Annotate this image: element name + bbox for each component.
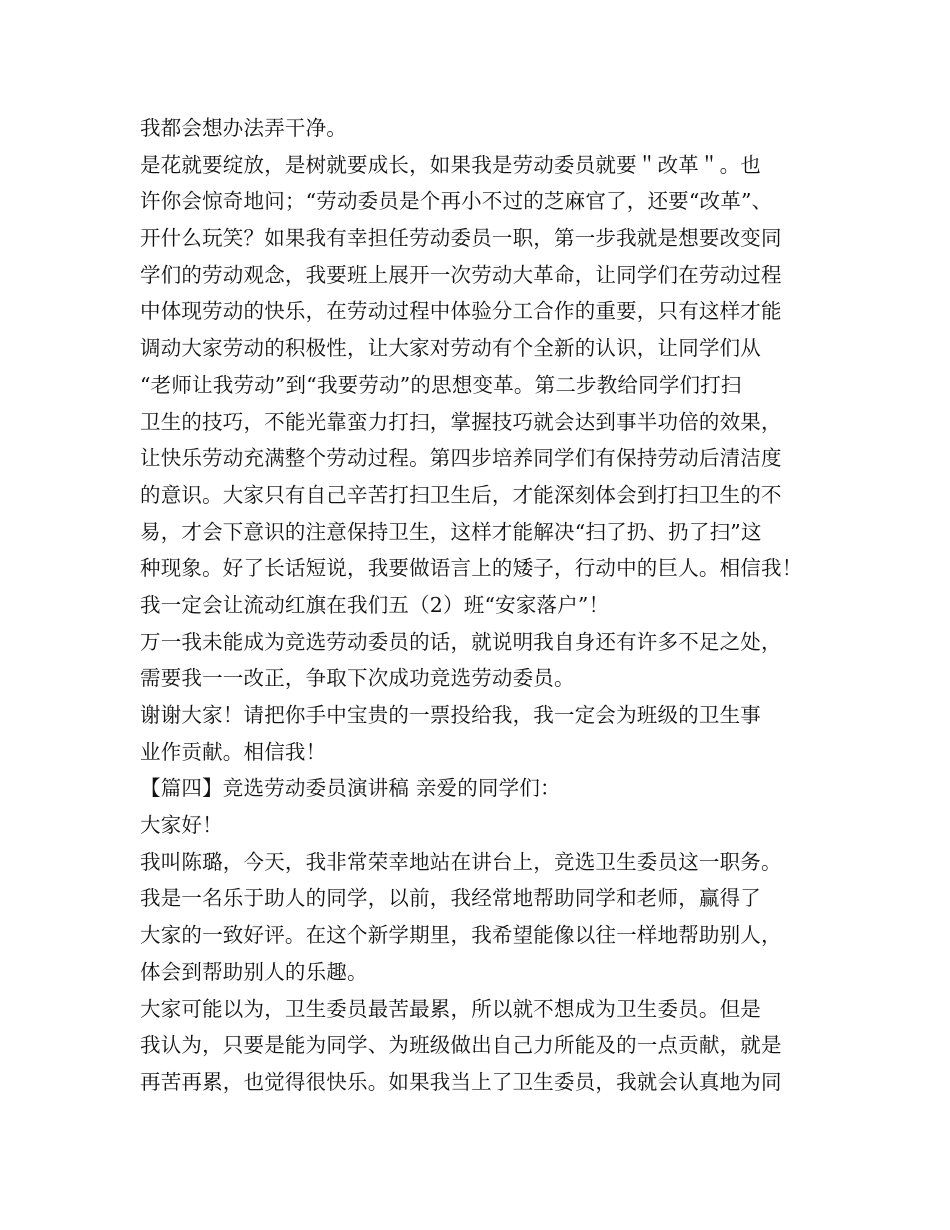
text-line: 谢谢大家！请把你手中宝贵的一票投给我，我一定会为班级的卫生事 bbox=[140, 703, 761, 727]
body-text bbox=[140, 110, 840, 1101]
text-line: 的意识。大家只有自己辛苦打扫卫生后，才能深刻体会到打扫卫生的不 bbox=[140, 482, 782, 507]
text-line: 我都会想办法弄干净。 bbox=[140, 116, 347, 140]
text-line: 大家的一致好评。在这个新学期里，我希望能像以往一样地帮助别人， bbox=[140, 923, 782, 948]
text-line: 我一定会让流动红旗在我们五（2）班“安家落户”！ bbox=[140, 592, 610, 617]
text-line: 业作贡献。相信我！ bbox=[140, 739, 327, 764]
text-line: 是花就要绽放，是树就要成长，如果我是劳动委员就要＂改革＂。也 bbox=[140, 152, 761, 177]
text-line: 学们的劳动观念，我要班上展开一次劳动大革命，让同学们在劳动过程 bbox=[140, 262, 782, 287]
text-line: 中体现劳动的快乐，在劳动过程中体验分工合作的重要，只有这样才能 bbox=[140, 299, 782, 324]
text-line: 许你会惊奇地问；“劳动委员是个再小不过的芝麻官了，还要“改革”、 bbox=[140, 189, 773, 214]
text-line: 万一我未能成为竞选劳动委员的话，就说明我自身还有许多不足之处， bbox=[140, 629, 782, 654]
text-line: 易，才会下意识的注意保持卫生，这样才能解决“扫了扔、扔了扫”这 bbox=[140, 519, 762, 544]
text-line: 大家可能以为，卫生委员最苦最累，所以就不想成为卫生委员。但是 bbox=[140, 996, 761, 1021]
text-line: 我叫陈璐，今天，我非常荣幸地站在讲台上，竞选卫生委员这一职务。 bbox=[140, 849, 782, 874]
text-line: 种现象。好了长话短说，我要做语言上的矮子，行动中的巨人。相信我！ bbox=[140, 556, 803, 581]
text-line: 调动大家劳动的积极性，让大家对劳动有个全新的认识，让同学们从 bbox=[140, 336, 761, 361]
text-line: 大家好！ bbox=[140, 813, 223, 838]
text-line: 让快乐劳动充满整个劳动过程。第四步培养同学们有保持劳动后清洁度 bbox=[140, 446, 782, 471]
text-line: 卫生的技巧，不能光靠蛮力打扫，掌握技巧就会达到事半功倍的效果， bbox=[140, 409, 782, 434]
text-line: 需要我一一改正，争取下次成功竞选劳动委员。 bbox=[140, 666, 575, 691]
text-line: 再苦再累，也觉得很快乐。如果我当上了卫生委员，我就会认真地为同 bbox=[140, 1069, 782, 1094]
text-line: 体会到帮助别人的乐趣。 bbox=[140, 959, 368, 984]
text-line: 我是一名乐于助人的同学，以前，我经常地帮助同学和老师，赢得了 bbox=[140, 886, 761, 911]
text-line: “老师让我劳动”到“我要劳动”的思想变革。第二步教给同学们打扫 bbox=[140, 372, 742, 397]
section-heading: 【篇四】竞选劳动委员演讲稿 亲爱的同学们： bbox=[140, 776, 561, 801]
text-line: 开什么玩笑？如果我有幸担任劳动委员一职，第一步我就是想要改变同 bbox=[140, 226, 782, 251]
text-line: 我认为，只要是能为同学、为班级做出自己力所能及的一点贡献，就是 bbox=[140, 1033, 782, 1058]
